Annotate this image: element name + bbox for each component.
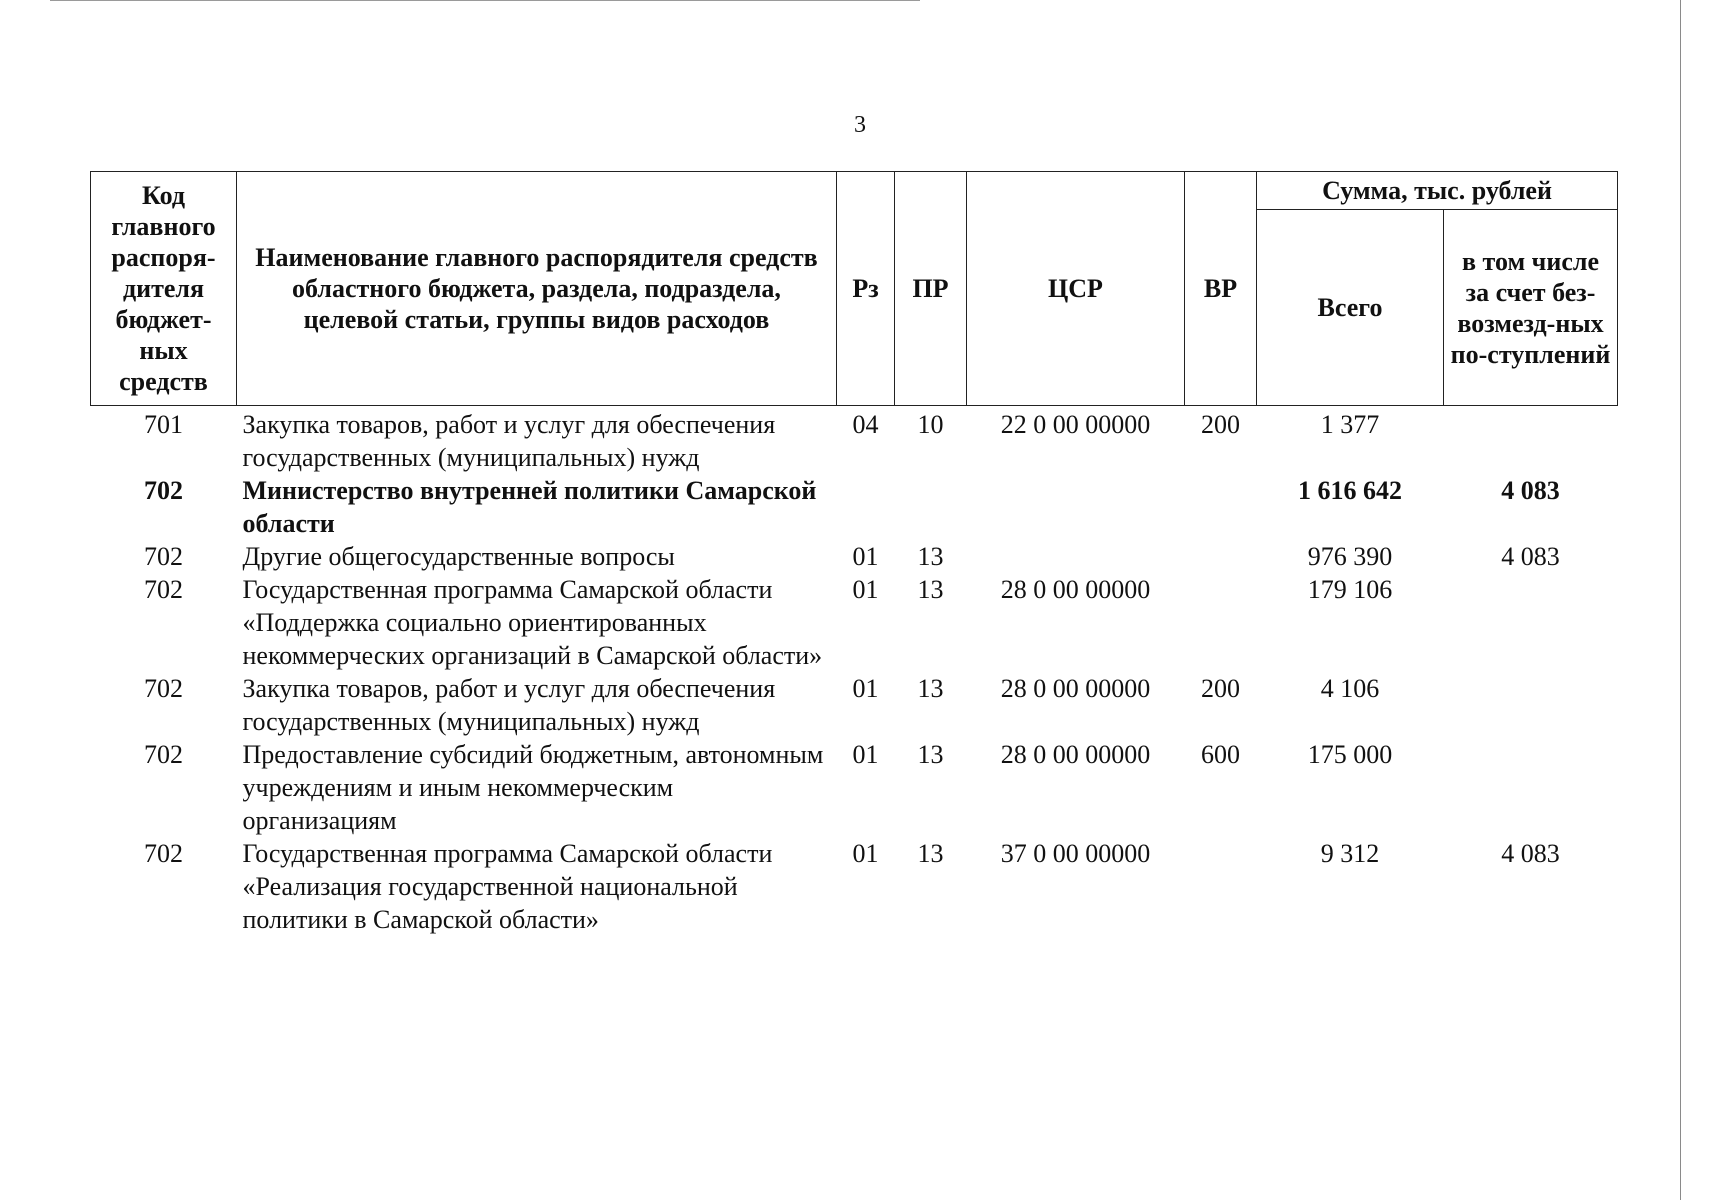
table-row bbox=[91, 573, 1618, 672]
cell-vr bbox=[1185, 837, 1257, 936]
cell-pr: 13 bbox=[917, 740, 944, 769]
cell-total: 1 377 bbox=[1320, 410, 1380, 439]
scan-edge-top bbox=[50, 0, 920, 1]
cell-rz: 01 bbox=[852, 542, 879, 571]
cell-name: Другие общегосударственные вопросы bbox=[242, 542, 675, 571]
cell-code: 702 bbox=[144, 575, 183, 604]
cell-grant: 4 083 bbox=[1501, 839, 1560, 868]
cell-code: 702 bbox=[144, 839, 183, 868]
header-vr: ВР bbox=[1185, 172, 1257, 406]
header-name: Наименование главного распорядителя средств областного бюджета, раздела, подраздела, целевой статьи, группы видов расходов bbox=[237, 172, 837, 406]
header-csr: ЦСР bbox=[967, 172, 1185, 406]
cell-name: Закупка товаров, работ и услуг для обеспечения государственных (муниципальных) нужд bbox=[242, 410, 776, 472]
cell-grant bbox=[1444, 738, 1618, 837]
header-total: Всего bbox=[1257, 210, 1444, 406]
cell-total: 1 616 642 bbox=[1298, 476, 1402, 505]
table-body bbox=[91, 406, 1618, 937]
cell-csr bbox=[967, 474, 1185, 540]
page-number: 3 bbox=[854, 112, 866, 138]
cell-csr: 28 0 00 00000 bbox=[1000, 740, 1151, 769]
cell-name: Министерство внутренней политики Самарской области bbox=[242, 476, 817, 538]
cell-csr: 22 0 00 00000 bbox=[1000, 410, 1151, 439]
header-grant: в том числе за счет без-возмезд-ных по-ступлений bbox=[1444, 210, 1618, 406]
cell-csr: 28 0 00 00000 bbox=[1000, 674, 1151, 703]
cell-rz: 01 bbox=[852, 575, 879, 604]
cell-vr bbox=[1185, 540, 1257, 573]
cell-code: 702 bbox=[144, 674, 183, 703]
cell-grant bbox=[1444, 406, 1618, 475]
cell-grant bbox=[1444, 672, 1618, 738]
header-pr: ПР bbox=[895, 172, 967, 406]
cell-total: 179 106 bbox=[1307, 575, 1393, 604]
table-row bbox=[91, 474, 1618, 540]
cell-total: 4 106 bbox=[1320, 674, 1380, 703]
header-sum: Сумма, тыс. рублей bbox=[1257, 172, 1618, 210]
cell-rz: 01 bbox=[852, 674, 879, 703]
cell-rz: 01 bbox=[852, 740, 879, 769]
cell-pr: 13 bbox=[917, 674, 944, 703]
budget-table bbox=[90, 171, 1618, 936]
cell-name: Закупка товаров, работ и услуг для обеспечения государственных (муниципальных) нужд bbox=[242, 674, 776, 736]
header-rz: Рз bbox=[837, 172, 895, 406]
scan-edge-right bbox=[1680, 0, 1681, 1200]
cell-name: Государственная программа Самарской области «Поддержка социально ориентированных некоммерческих организаций в Самарской области» bbox=[242, 575, 823, 670]
cell-vr: 200 bbox=[1201, 674, 1240, 703]
cell-code: 701 bbox=[144, 410, 183, 439]
cell-total: 976 390 bbox=[1307, 542, 1393, 571]
cell-vr bbox=[1185, 474, 1257, 540]
cell-code: 702 bbox=[144, 542, 183, 571]
cell-vr bbox=[1185, 573, 1257, 672]
cell-total: 175 000 bbox=[1307, 740, 1393, 769]
cell-grant: 4 083 bbox=[1501, 476, 1560, 505]
cell-csr: 37 0 00 00000 bbox=[1000, 839, 1151, 868]
cell-rz: 04 bbox=[852, 410, 879, 439]
cell-grant bbox=[1444, 573, 1618, 672]
cell-vr: 200 bbox=[1201, 410, 1240, 439]
cell-pr: 10 bbox=[917, 410, 944, 439]
cell-code: 702 bbox=[144, 476, 183, 505]
table-row bbox=[91, 540, 1618, 573]
table-header bbox=[91, 172, 1618, 406]
cell-rz bbox=[837, 474, 895, 540]
cell-pr: 13 bbox=[917, 839, 944, 868]
header-code: Код главного распоря-дителя бюджет-ных средств bbox=[91, 172, 237, 406]
cell-grant: 4 083 bbox=[1501, 542, 1560, 571]
cell-name: Предоставление субсидий бюджетным, автономным учреждениям и иным некоммерческим организациям bbox=[242, 740, 824, 835]
table-row bbox=[91, 738, 1618, 837]
table-row bbox=[91, 406, 1618, 475]
cell-rz: 01 bbox=[852, 839, 879, 868]
cell-pr bbox=[895, 474, 967, 540]
cell-total: 9 312 bbox=[1320, 839, 1380, 868]
table-row bbox=[91, 837, 1618, 936]
cell-code: 702 bbox=[144, 740, 183, 769]
cell-pr: 13 bbox=[917, 542, 944, 571]
table-row bbox=[91, 672, 1618, 738]
cell-vr: 600 bbox=[1201, 740, 1240, 769]
cell-csr bbox=[967, 540, 1185, 573]
cell-pr: 13 bbox=[917, 575, 944, 604]
cell-csr: 28 0 00 00000 bbox=[1000, 575, 1151, 604]
cell-name: Государственная программа Самарской области «Реализация государственной национальной политики в Самарской области» bbox=[242, 839, 773, 934]
